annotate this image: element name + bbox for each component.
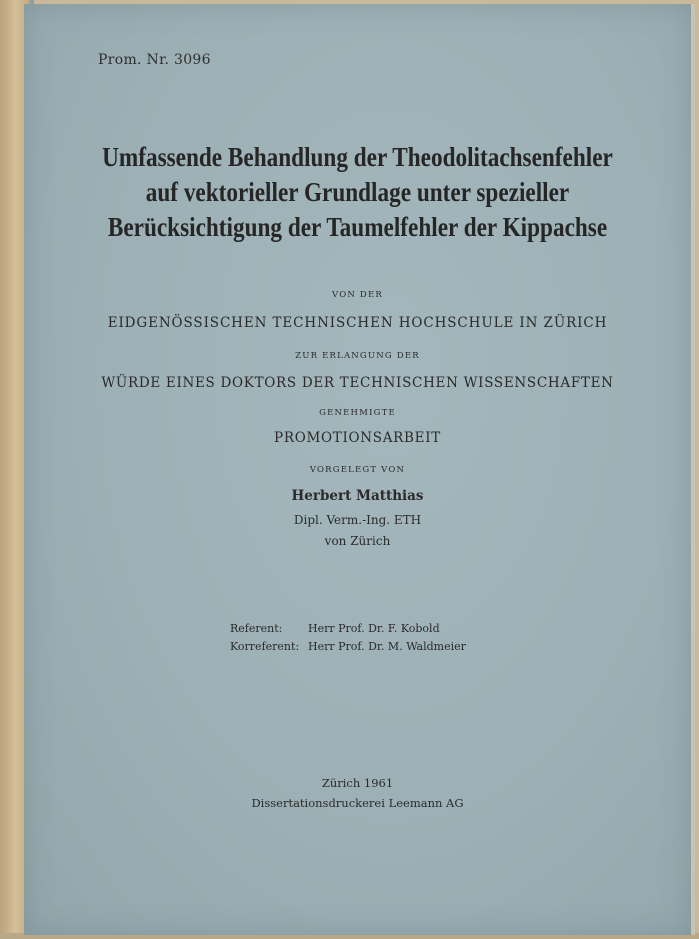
vorgelegt-von-text: VORGELEGT VON [309, 465, 406, 475]
referent-row [230, 622, 440, 635]
zur-erlangung-text: ZUR ERLANGUNG DER [295, 351, 420, 361]
referent-label: Referent: [230, 622, 283, 635]
title-line-2: auf vektorieller Grundlage unter spezieller [145, 177, 570, 207]
korreferent-label: Korreferent: [230, 640, 300, 653]
degree-name: WÜRDE EINES DOKTORS DER TECHNISCHEN WISSENSCHAFTEN [101, 375, 614, 391]
promotionsarbeit-heading: PROMOTIONSARBEIT [274, 430, 441, 446]
korreferent-name: Herr Prof. Dr. M. Waldmeier [308, 640, 466, 653]
thesis-title [96, 140, 618, 245]
promotion-number: Prom. Nr. 3096 [98, 52, 211, 68]
title-line-3: Berücksichtigung der Taumelfehler der Kippachse [107, 212, 608, 242]
referent-name: Herr Prof. Dr. F. Kobold [308, 622, 440, 635]
title-line-1: Umfassende Behandlung der Theodolitachsenfehler [102, 142, 613, 172]
institution-name: EIDGENÖSSISCHEN TECHNISCHEN HOCHSCHULE IN ZÜRICH [107, 315, 608, 331]
author-origin: von Zürich [324, 534, 391, 548]
author-name: Herbert Matthias [291, 488, 424, 504]
printer-name: Dissertationsdruckerei Leemann AG [251, 796, 464, 810]
author-degree: Dipl. Verm.-Ing. ETH [293, 513, 422, 527]
place-year: Zürich 1961 [321, 776, 394, 790]
genehmigte-text: GENEHMIGTE [319, 408, 396, 418]
korreferent-row [230, 640, 466, 653]
book-cover [24, 4, 695, 935]
von-der-text: VON DER [332, 290, 383, 300]
